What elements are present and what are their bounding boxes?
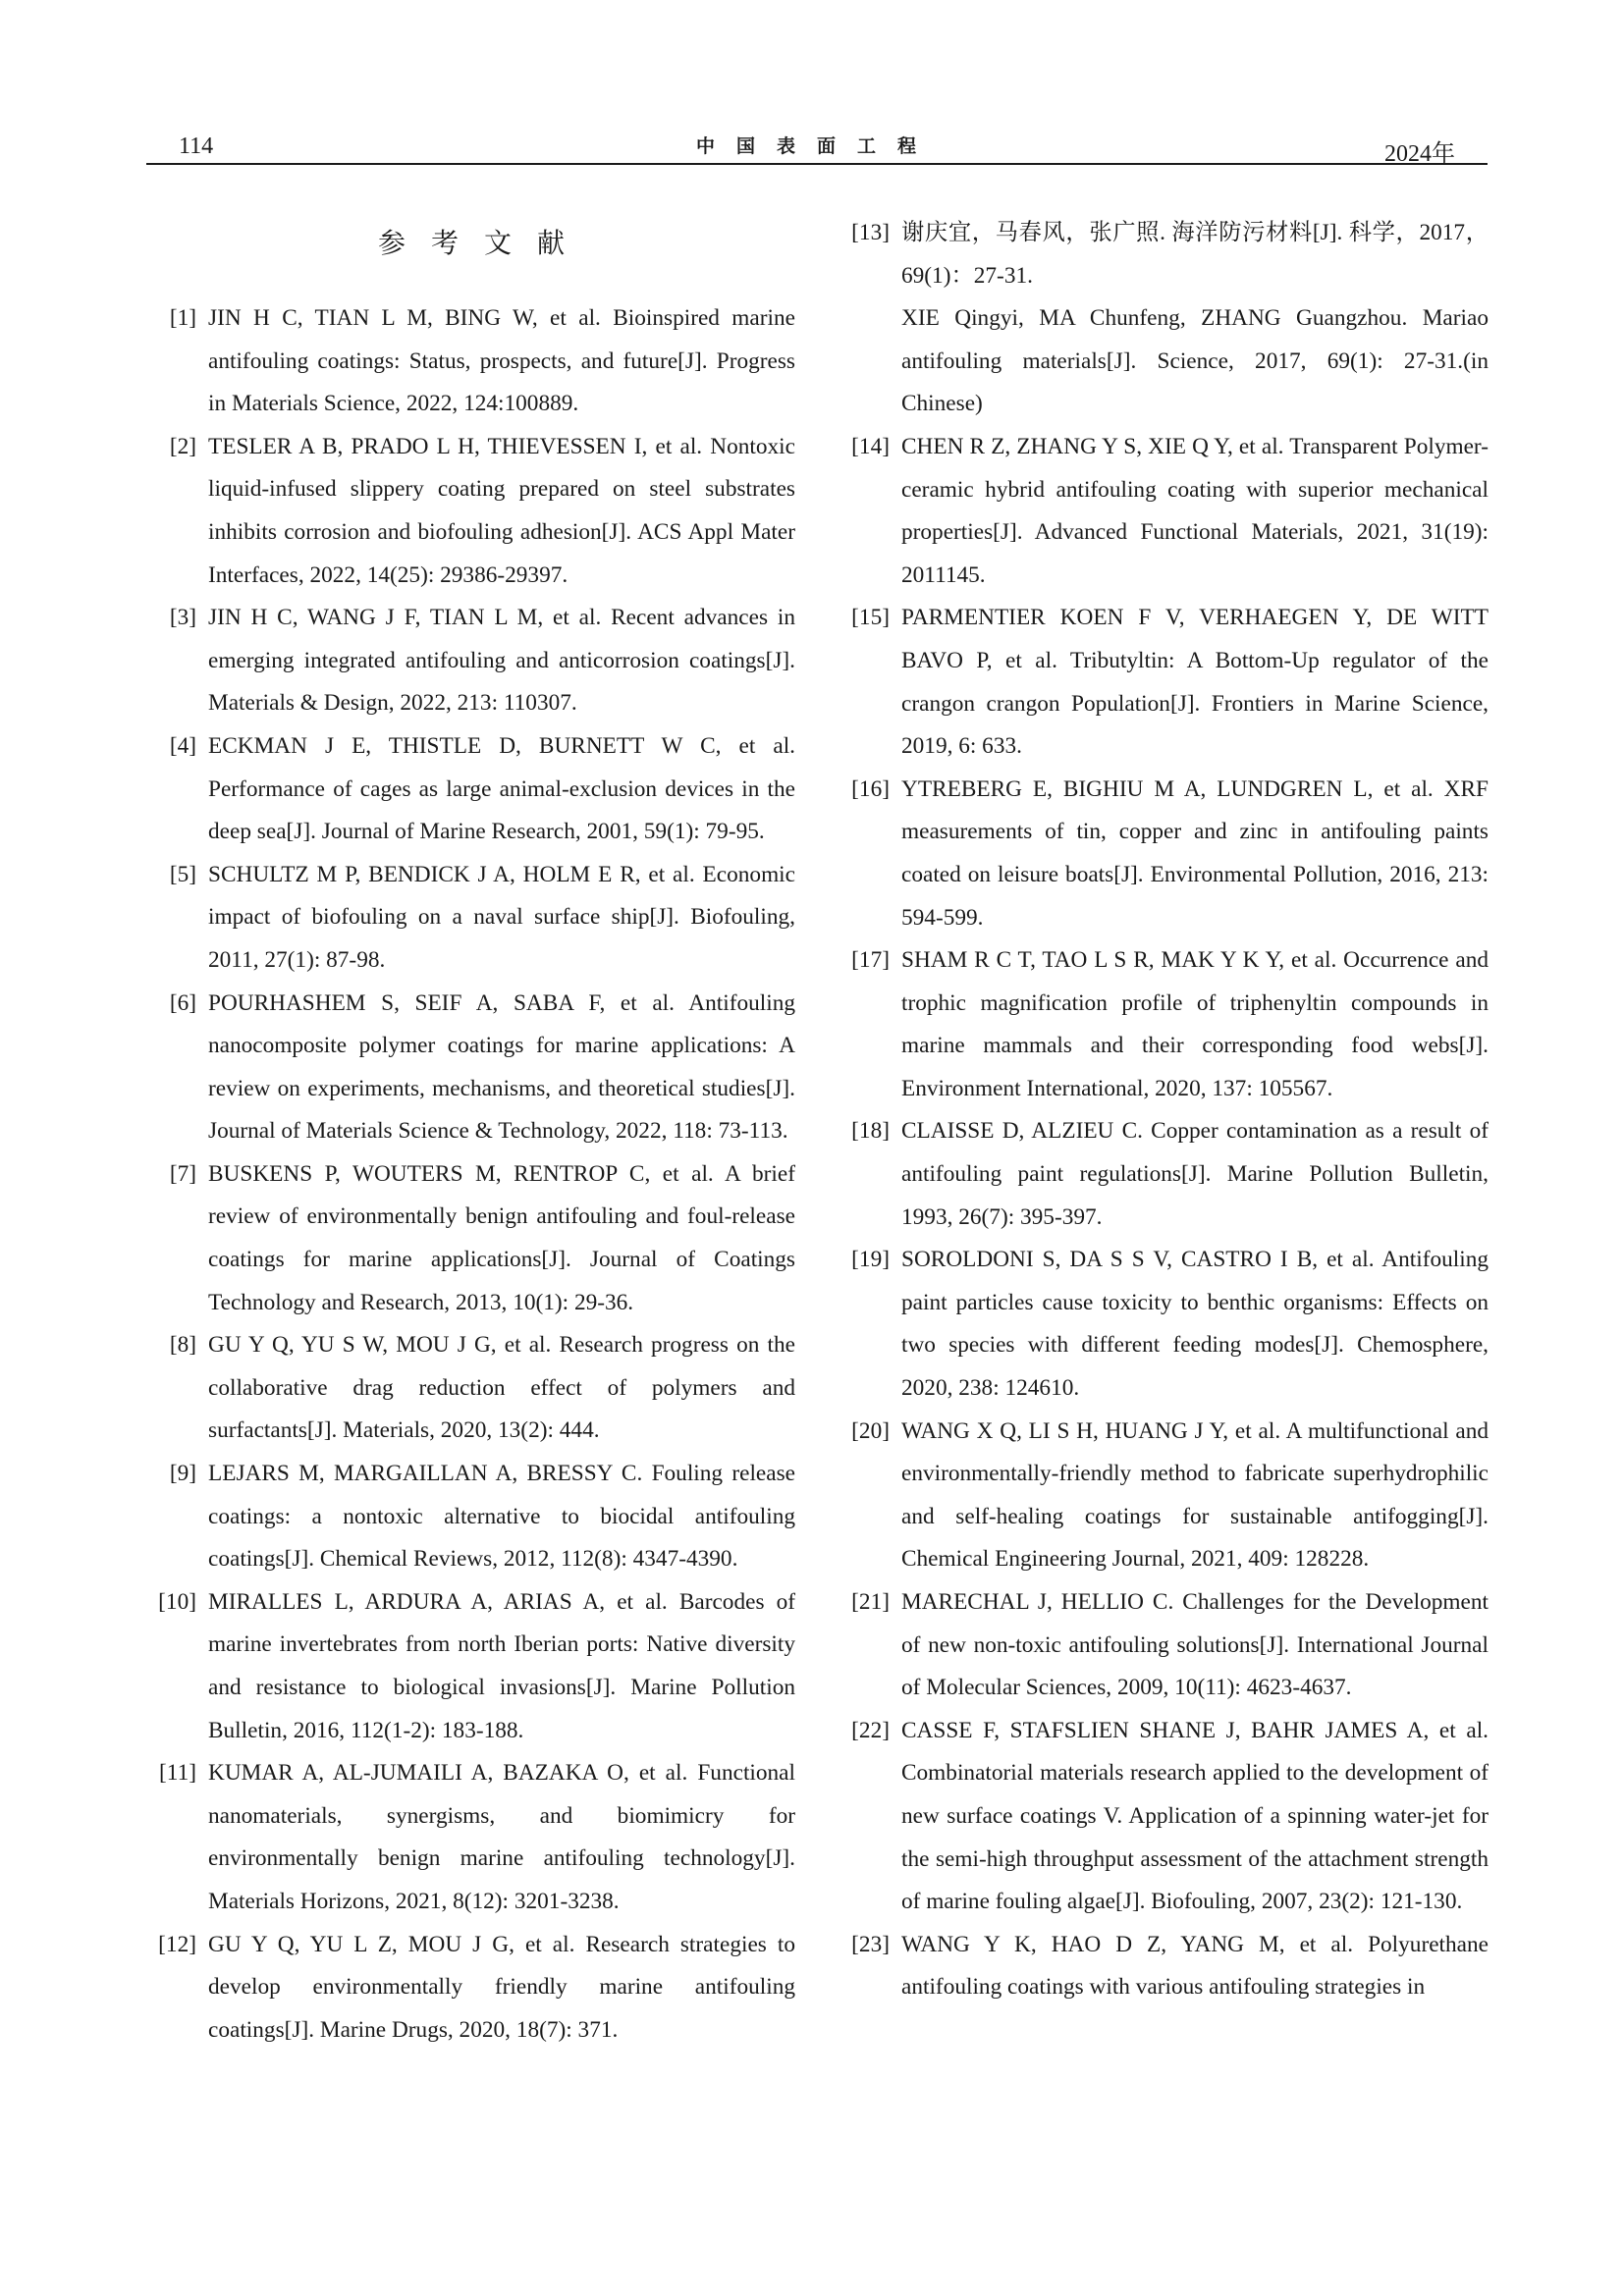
reference-list-right — [840, 212, 1489, 2009]
reference-number: [18] — [851, 1118, 890, 1145]
reference-number: [16] — [851, 775, 890, 802]
reference-number: [10] — [158, 1588, 196, 1615]
reference-number: [3] — [169, 605, 196, 631]
reference-item — [840, 1411, 1489, 1581]
reference-text: WANG X Q, LI S H, HUANG J Y, et al. A multifunctional and environmentally-friendly method to fabricate superhydrophilic and self-healing coatings for sustainable antifogging[J]. Chemical Engineering Journal, 2021, 409: 128228. — [901, 1417, 1489, 1573]
reference-item — [147, 725, 795, 854]
reference-number: [11] — [159, 1760, 196, 1787]
reference-number: [7] — [169, 1160, 196, 1187]
reference-item — [147, 854, 795, 983]
reference-text: SHAM R C T, TAO L S R, MAK Y K Y, et al. Occurrence and trophic magnification profile of triphenyltin compounds in marine mammals and their corresponding food webs[J]. Environment International, 2020, 137: 105567. — [901, 947, 1489, 1101]
reference-number: [17] — [851, 947, 890, 974]
reference-text: CASSE F, STAFSLIEN SHANE J, BAHR JAMES A, et al. Combinatorial materials research applied to the development of new surface coatings V. Application of a spinning water-jet for the semi-high throughput assessment of the attachment strength of marine fouling algae[J]. Biofouling, 2007, 23(2): 121-130. — [901, 1717, 1489, 1915]
reference-text: PARMENTIER KOEN F V, VERHAEGEN Y, DE WITT BAVO P, et al. Tributyltin: A Bottom-Up regulator of the crangon crangon Population[J]. Frontiers in Marine Science, 2019, 6: 633. — [901, 605, 1489, 760]
reference-number: [23] — [851, 1931, 890, 1957]
reference-item — [147, 1924, 795, 2053]
reference-text: GU Y Q, YU L Z, MOU J G, et al. Research strategies to develop environmentally friendly marine antifouling coatings[J]. Marine Drugs, 2020, 18(7): 371. — [208, 1931, 795, 2043]
reference-item — [147, 1581, 795, 1752]
reference-text: ECKMAN J E, THISTLE D, BURNETT W C, et al. Performance of cages as large animal-exclusion devices in the deep sea[J]. Journal of Marine Research, 2001, 59(1): 79-95. — [208, 732, 795, 845]
reference-number: [8] — [169, 1332, 196, 1359]
reference-text: MARECHAL J, HELLIO C. Challenges for the Development of new non-toxic antifouling solutions[J]. International Journal of Molecular Sciences, 2009, 10(11): 4623-4637. — [901, 1589, 1489, 1701]
issue-year: 2024年 — [1384, 141, 1455, 167]
page-number: 114 — [179, 133, 214, 159]
journal-title: 中国表面工程 — [695, 135, 938, 157]
reference-translation: XIE Qingyi, MA Chunfeng, ZHANG Guangzhou. Mariao antifouling materials[J]. Science, 2017, 69(1): 27-31.(in Chinese) — [901, 305, 1489, 417]
right-column — [840, 0, 1489, 2296]
reference-item — [840, 939, 1489, 1110]
reference-number: [14] — [851, 433, 890, 459]
reference-number: [6] — [169, 989, 196, 1016]
reference-text: SOROLDONI S, DA S S V, CASTRO I B, et al. Antifouling paint particles cause toxicity to benthic organisms: Effects on two species with different feeding modes[J]. Chemosphere, 2020, 238: 124610. — [901, 1247, 1489, 1402]
reference-item — [147, 1324, 795, 1453]
reference-text: YTREBERG E, BIGHIU M A, LUNDGREN L, et al. XRF measurements of tin, copper and zinc in antifouling paints coated on leisure boats[J]. Environmental Pollution, 2016, 213: 594-599. — [901, 775, 1489, 931]
reference-number: [19] — [851, 1247, 890, 1273]
reference-number: [1] — [169, 305, 196, 331]
reference-text: LEJARS M, MARGAILLAN A, BRESSY C. Fouling release coatings: a nontoxic alternative to biocidal antifouling coatings[J]. Chemical Reviews, 2012, 112(8): 4347-4390. — [208, 1461, 795, 1573]
reference-item — [147, 983, 795, 1153]
reference-text: TESLER A B, PRADO L H, THIEVESSEN I, et al. Nontoxic liquid-infused slippery coating prepared on steel substrates inhibits corrosion and biofouling adhesion[J]. ACS Appl Mater Interfaces, 2022, 14(25): 29386-29397. — [208, 433, 795, 588]
left-column — [147, 0, 795, 2296]
reference-number: [5] — [169, 861, 196, 887]
reference-text: SCHULTZ M P, BENDICK J A, HOLM E R, et al. Economic impact of biofouling on a naval surface ship[J]. Biofouling, 2011, 27(1): 87-98. — [208, 861, 795, 973]
reference-item — [147, 597, 795, 725]
reference-text: KUMAR A, AL-JUMAILI A, BAZAKA O, et al. Functional nanomaterials, synergisms, and biomimicry for environmentally benign marine antifouling technology[J]. Materials Horizons, 2021, 8(12): 3201-3238. — [208, 1760, 795, 1914]
reference-text: WANG Y K, HAO D Z, YANG M, et al. Polyurethane antifouling coatings with various antifouling strategies in — [901, 1931, 1489, 2001]
reference-number: [15] — [851, 605, 890, 631]
reference-text: JIN H C, TIAN L M, BING W, et al. Bioinspired marine antifouling coatings: Status, prospects, and future[J]. Progress in Materials Science, 2022, 124:100889. — [208, 305, 795, 417]
reference-text: BUSKENS P, WOUTERS M, RENTROP C, et al. A brief review of environmentally benign antifouling and foul-release coatings for marine applications[J]. Journal of Coatings Technology and Research, 2013, 10(1): 29-36. — [208, 1160, 795, 1315]
reference-text: CHEN R Z, ZHANG Y S, XIE Q Y, et al. Transparent Polymer-ceramic hybrid antifouling coating with superior mechanical properties[J]. Advanced Functional Materials, 2021, 31(19): 2011145. — [901, 433, 1489, 588]
reference-item — [147, 1153, 795, 1324]
reference-number: [2] — [169, 433, 196, 459]
reference-number: [21] — [851, 1589, 890, 1615]
reference-text: POURHASHEM S, SEIF A, SABA F, et al. Antifouling nanocomposite polymer coatings for marine applications: A review on experiments, mechanisms, and theoretical studies[J]. Journal of Materials Science & Technology, 2022, 118: 73-113. — [208, 989, 795, 1145]
reference-item — [840, 426, 1489, 597]
reference-item — [147, 426, 795, 597]
reference-text: MIRALLES L, ARDURA A, ARIAS A, et al. Barcodes of marine invertebrates from north Iberian ports: Native diversity and resistance to biological invasions[J]. Marine Pollution Bulletin, 2016, 112(1-2): 183-188. — [208, 1588, 795, 1743]
reference-text: JIN H C, WANG J F, TIAN L M, et al. Recent advances in emerging integrated antifouling and anticorrosion coatings[J]. Materials & Design, 2022, 213: 110307. — [208, 605, 795, 717]
reference-item — [840, 769, 1489, 939]
reference-item — [147, 1453, 795, 1581]
reference-item — [840, 212, 1489, 426]
reference-item — [840, 1581, 1489, 1710]
reference-item — [840, 597, 1489, 768]
reference-item — [147, 297, 795, 426]
reference-list-left — [147, 297, 795, 2052]
reference-item — [840, 1924, 1489, 2009]
reference-item — [840, 1110, 1489, 1239]
reference-item — [840, 1710, 1489, 1924]
references-heading: 参考文献 — [377, 227, 590, 259]
reference-text: GU Y Q, YU S W, MOU J G, et al. Research progress on the collaborative drag reduction effect of polymers and surfactants[J]. Materials, 2020, 13(2): 444. — [208, 1332, 795, 1444]
reference-item — [840, 1239, 1489, 1410]
reference-number: [4] — [169, 732, 196, 759]
reference-number: [12] — [158, 1931, 196, 1957]
reference-number: [20] — [851, 1417, 890, 1444]
reference-number: [22] — [851, 1717, 890, 1743]
reference-item — [147, 1752, 795, 1923]
reference-number: [13] — [851, 220, 890, 245]
reference-text: 谢庆宜，马春风，张广照. 海洋防污材料[J]. 科学，2017，69(1)：27-31. — [901, 220, 1489, 289]
reference-number: [9] — [169, 1461, 196, 1487]
reference-text: CLAISSE D, ALZIEU C. Copper contamination as a result of antifouling paint regulations[J]. Marine Pollution Bulletin, 1993, 26(7): 395-397. — [901, 1118, 1489, 1230]
